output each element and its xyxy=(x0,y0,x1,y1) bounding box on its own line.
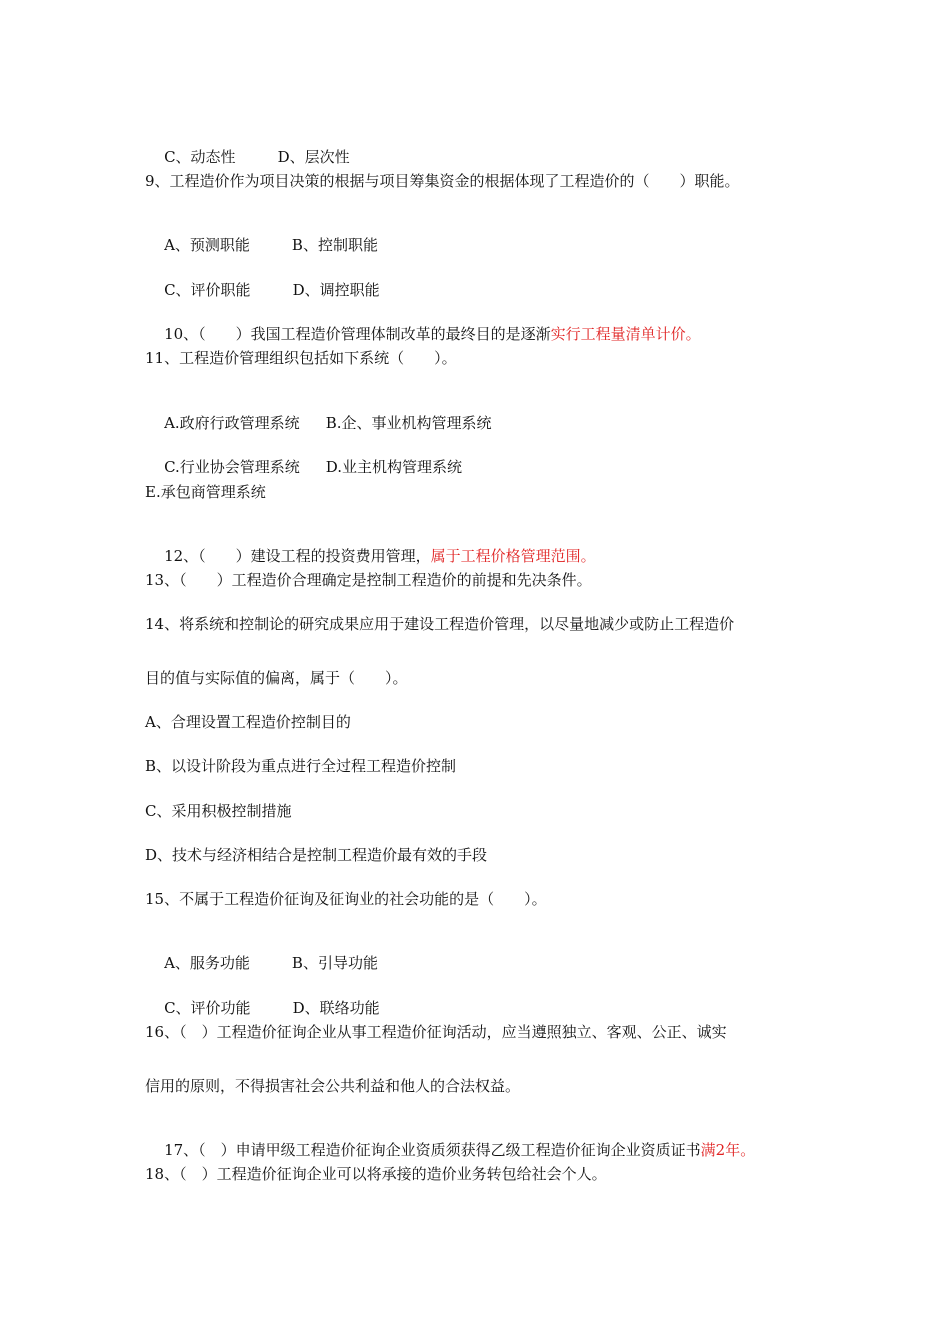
q18-stem: 18、（ ）工程造价征询企业可以将承接的造价业务转包给社会个人。 xyxy=(145,1165,607,1183)
q12-stem: 12、（ ）建设工程的投资费用管理， xyxy=(164,547,431,565)
q10-stem: 10、（ ）我国工程造价管理体制改革的最终目的是逐渐 xyxy=(164,325,551,343)
q15-option-b: B、引导功能 xyxy=(291,954,378,972)
q11-option-c: C.行业协会管理系统 xyxy=(164,458,300,476)
q12-answer: 属于工程价格管理范围。 xyxy=(430,547,596,565)
q11-option-e: E.承包商管理系统 xyxy=(145,483,266,501)
q14-option-a: A、合理设置工程造价控制目的 xyxy=(145,713,351,731)
q15-option-a: A、服务功能 xyxy=(164,954,250,972)
q15-stem: 15、不属于工程造价征询及征询业的社会功能的是（ ）。 xyxy=(145,890,547,908)
q9-option-b: B、控制职能 xyxy=(291,236,378,254)
q8-option-d: D、层次性 xyxy=(277,148,350,166)
q11-stem: 11、工程造价管理组织包括如下系统（ ）。 xyxy=(145,349,457,367)
q9-option-a: A、预测职能 xyxy=(164,236,250,254)
q11-option-a: A.政府行政管理系统 xyxy=(164,414,300,432)
q14-stem-line-1: 14、将系统和控制论的研究成果应用于建设工程造价管理，以尽量地减少或防止工程造价 xyxy=(145,615,735,633)
q14-stem-line-2: 目的值与实际值的偏离，属于（ ）。 xyxy=(145,669,408,687)
q11-option-b: B.企、事业机构管理系统 xyxy=(325,414,492,432)
q9-option-c: C、评价职能 xyxy=(164,281,251,299)
q15-option-c: C、评价功能 xyxy=(164,999,251,1017)
q8-option-c: C、动态性 xyxy=(164,148,236,166)
q10-answer: 实行工程量清单计价。 xyxy=(550,325,701,343)
q15-option-d: D、联络功能 xyxy=(292,999,380,1017)
q17-answer: 满2年。 xyxy=(700,1141,756,1159)
q14-option-c: C、采用积极控制措施 xyxy=(145,802,292,820)
q9-option-d: D、调控职能 xyxy=(292,281,380,299)
q13-stem: 13、（ ）工程造价合理确定是控制工程造价的前提和先决条件。 xyxy=(145,571,592,589)
q14-option-d: D、技术与经济相结合是控制工程造价最有效的手段 xyxy=(145,846,488,864)
q14-option-b: B、以设计阶段为重点进行全过程工程造价控制 xyxy=(145,757,457,775)
q9-stem: 9、工程造价作为项目决策的根据与项目筹集资金的根据体现了工程造价的（ ）职能。 xyxy=(145,172,740,190)
q16-stem-line-1: 16、（ ）工程造价征询企业从事工程造价征询活动，应当遵照独立、客观、公正、诚实 xyxy=(145,1023,727,1041)
q16-stem-line-2: 信用的原则，不得损害社会公共利益和他人的合法权益。 xyxy=(145,1077,521,1095)
q11-option-d: D.业主机构管理系统 xyxy=(325,458,463,476)
q17-stem: 17、（ ）申请甲级工程造价征询企业资质须获得乙级工程造价征询企业资质证书 xyxy=(164,1141,701,1159)
